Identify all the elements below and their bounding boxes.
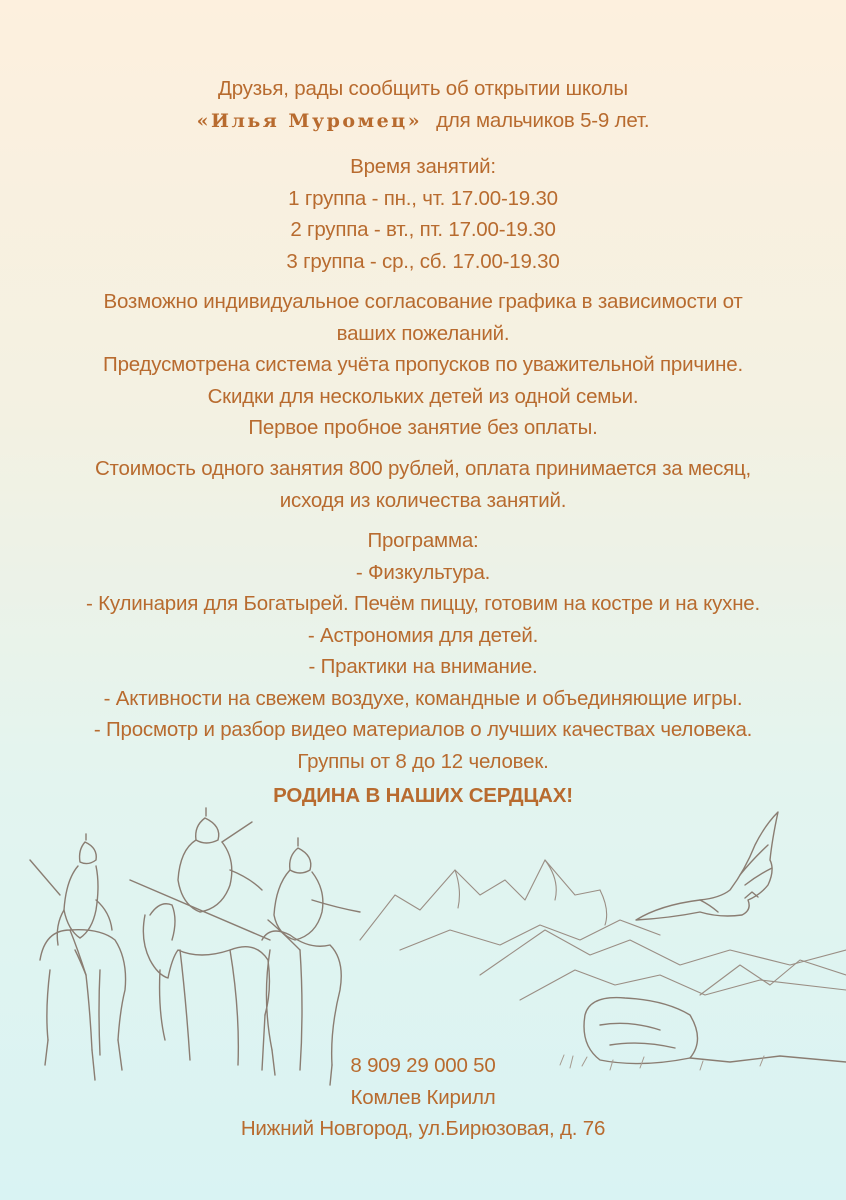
schedule-heading: Время занятий:: [350, 155, 496, 178]
address: Нижний Новгород, ул.Бирюзовая, д. 76: [240, 1117, 606, 1140]
rider-right-sketch: [262, 838, 360, 1085]
rider-center-sketch: [130, 808, 270, 1070]
condition-line: ваших пожеланий.: [336, 321, 510, 345]
condition-line: Первое пробное занятие без оплаты.: [248, 416, 598, 439]
program-item: - Физкультура.: [355, 560, 491, 584]
program-item: - Просмотр и разбор видео материалов о лучших качествах человека.: [93, 718, 753, 741]
eagle-sketch: [636, 812, 778, 920]
program-item: - Практики на внимание.: [308, 655, 538, 678]
contact-name: Комлев Кирилл: [350, 1085, 496, 1109]
condition-line: Предусмотрена система учёта пропусков по уважительной причине.: [103, 353, 743, 376]
intro-school-line: [0, 105, 846, 138]
program-heading: Программа:: [367, 529, 479, 552]
conditions-section: [0, 286, 846, 444]
schedule-group: 1 группа - пн., чт. 17.00-19.30: [288, 186, 558, 210]
intro-section: [0, 73, 846, 137]
phone-number: 8 909 29 000 50: [350, 1054, 496, 1077]
mountains-sketch: [360, 860, 846, 1000]
schedule-group: 2 группа - вт., пт. 17.00-19.30: [290, 218, 556, 241]
schedule-group: 3 группа - ср., сб. 17.00-19.30: [286, 249, 560, 273]
price-line: Стоимость одного занятия 800 рублей, оплата принимается за месяц,: [94, 457, 752, 480]
motto: РОДИНА В НАШИХ СЕРДЦАХ!: [273, 784, 573, 807]
school-name: «Илья Муромец»: [196, 109, 423, 132]
rider-left-sketch: [30, 834, 126, 1080]
intro-line: Друзья, рады сообщить об открытии школы: [218, 77, 628, 100]
condition-line: Скидки для нескольких детей из одной семьи.: [207, 384, 639, 408]
price-section: [0, 453, 846, 516]
audience-text: для мальчиков 5-9 лет.: [436, 108, 650, 132]
program-item: - Кулинария для Богатырей. Печём пиццу, готовим на костре и на кухне.: [85, 592, 761, 615]
price-line: исходя из количества занятий.: [279, 488, 567, 512]
program-section: [0, 525, 846, 777]
group-size: Группы от 8 до 12 человек.: [297, 749, 549, 773]
program-item: - Активности на свежем воздухе, командные и объединяющие игры.: [103, 686, 743, 710]
condition-line: Возможно индивидуальное согласование графика в зависимости от: [103, 290, 743, 313]
schedule-section: [0, 151, 846, 277]
program-item: - Астрономия для детей.: [307, 623, 539, 647]
contacts-section: [0, 1050, 846, 1145]
